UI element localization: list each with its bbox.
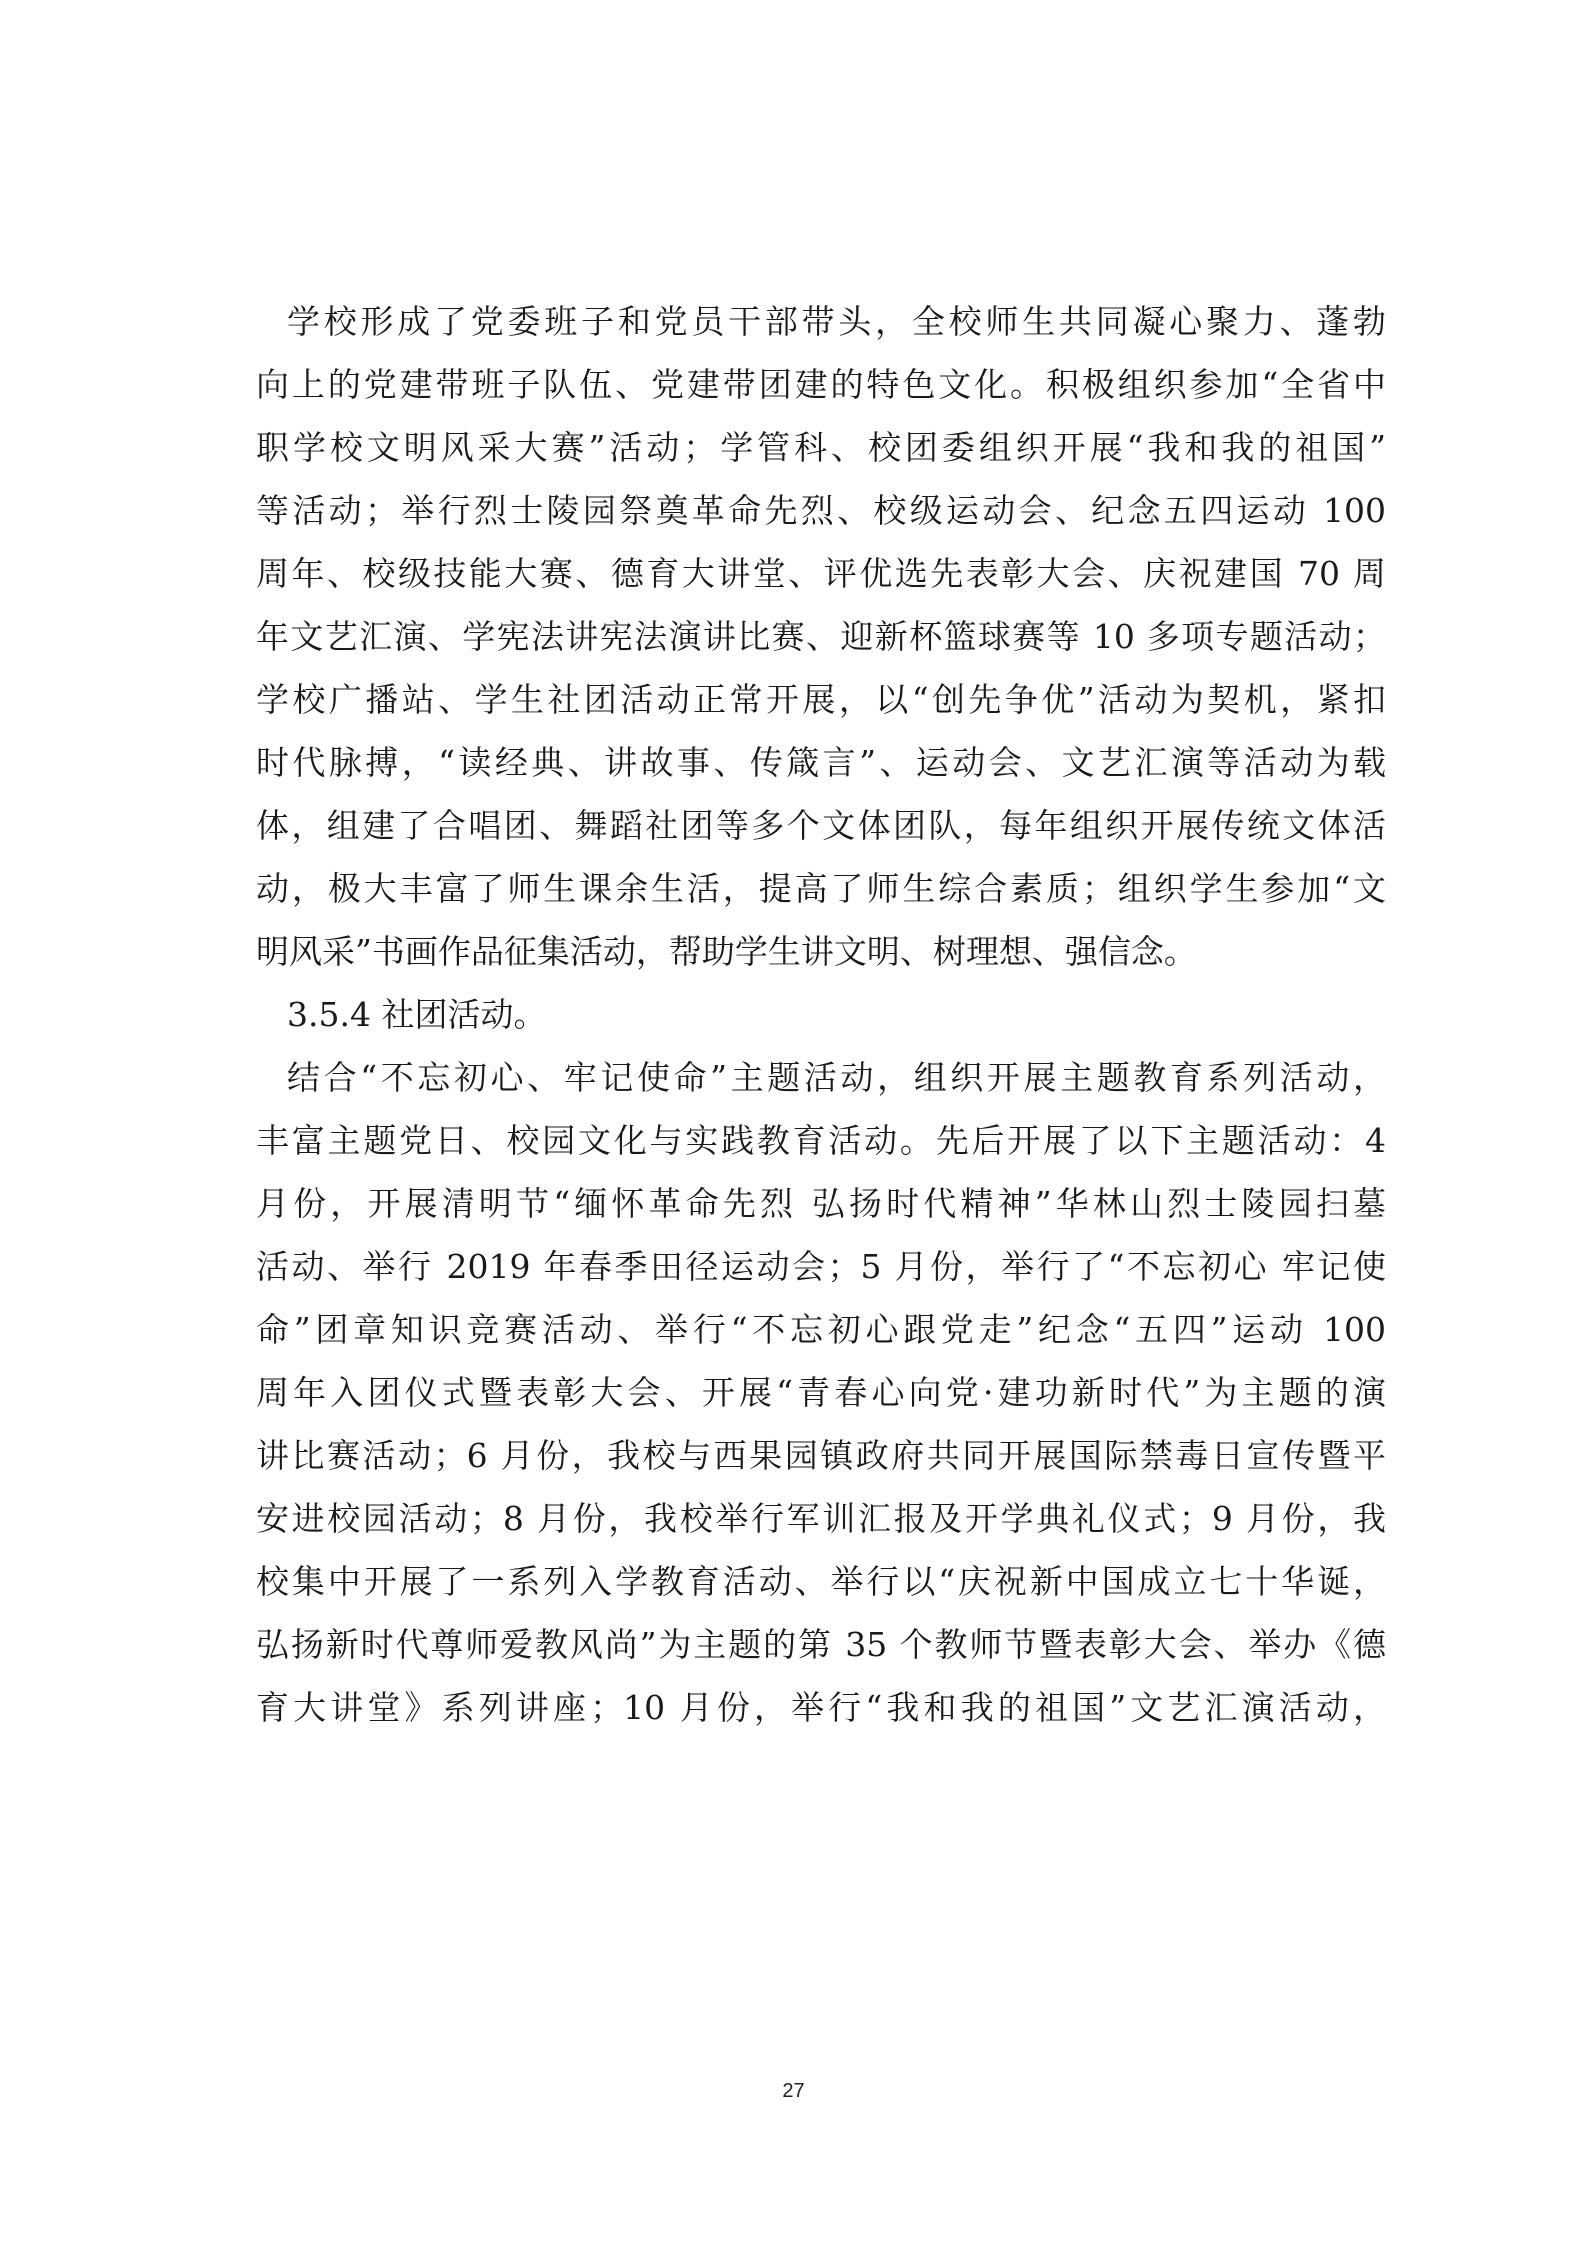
paragraph-1-line-6: 年文艺汇演、学宪法讲宪法演讲比赛、迎新杯篮球赛等 10 多项专题活动；	[256, 617, 1386, 656]
paragraph-1-line-8: 时代脉搏，“读经典、讲故事、传箴言”、运动会、文艺汇演等活动为载	[256, 743, 1386, 782]
paragraph-1-line-2: 向上的党建带班子队伍、党建带团建的特色文化。积极组织参加“全省中	[256, 365, 1386, 404]
paragraph-2-line-4: 活动、举行 2019 年春季田径运动会；5 月份，举行了“不忘初心 牢记使	[256, 1247, 1386, 1286]
paragraph-2-line-3: 月份，开展清明节“缅怀革命先烈 弘扬时代精神”华林山烈士陵园扫墓	[256, 1184, 1386, 1223]
paragraph-2-line-8: 安进校园活动；8 月份，我校举行军训汇报及开学典礼仪式；9 月份，我	[256, 1499, 1386, 1538]
paragraph-1-line-4: 等活动；举行烈士陵园祭奠革命先烈、校级运动会、纪念五四运动 100	[256, 491, 1386, 530]
paragraph-2-line-1: 结合“不忘初心、牢记使命”主题活动，组织开展主题教育系列活动，	[287, 1058, 1386, 1097]
paragraph-2-line-7: 讲比赛活动；6 月份，我校与西果园镇政府共同开展国际禁毒日宣传暨平	[256, 1436, 1386, 1475]
paragraph-2-line-5: 命”团章知识竞赛活动、举行“不忘初心跟党走”纪念“五四”运动 100	[256, 1310, 1386, 1349]
paragraph-1-line-9: 体，组建了合唱团、舞蹈社团等多个文体团队，每年组织开展传统文体活	[256, 806, 1386, 845]
paragraph-2-line-10: 弘扬新时代尊师爱教风尚”为主题的第 35 个教师节暨表彰大会、举办《德	[256, 1625, 1386, 1664]
paragraph-2-line-11: 育大讲堂》系列讲座；10 月份，举行“我和我的祖国”文艺汇演活动，	[256, 1688, 1386, 1727]
paragraph-2-line-6: 周年入团仪式暨表彰大会、开展“青春心向党·建功新时代”为主题的演	[256, 1373, 1386, 1412]
paragraph-2-line-9: 校集中开展了一系列入学教育活动、举行以“庆祝新中国成立七十华诞，	[256, 1562, 1386, 1601]
paragraph-1-line-7: 学校广播站、学生社团活动正常开展，以“创先争优”活动为契机，紧扣	[256, 680, 1386, 719]
paragraph-1-line-1: 学校形成了党委班子和党员干部带头，全校师生共同凝心聚力、蓬勃	[287, 302, 1386, 341]
paragraph-1-line-10: 动，极大丰富了师生课余生活，提高了师生综合素质；组织学生参加“文	[256, 869, 1386, 908]
paragraph-1-line-3: 职学校文明风采大赛”活动；学管科、校团委组织开展“我和我的祖国”	[256, 428, 1386, 467]
page-number: 27	[782, 2080, 805, 2102]
section-heading: 3.5.4 社团活动。	[287, 995, 547, 1034]
paragraph-2-line-2: 丰富主题党日、校园文化与实践教育活动。先后开展了以下主题活动：4	[256, 1121, 1386, 1160]
paragraph-1-line-5: 周年、校级技能大赛、德育大讲堂、评优选先表彰大会、庆祝建国 70 周	[256, 554, 1386, 593]
paragraph-1-line-11: 明风采”书画作品征集活动，帮助学生讲文明、树理想、强信念。	[256, 932, 1197, 971]
